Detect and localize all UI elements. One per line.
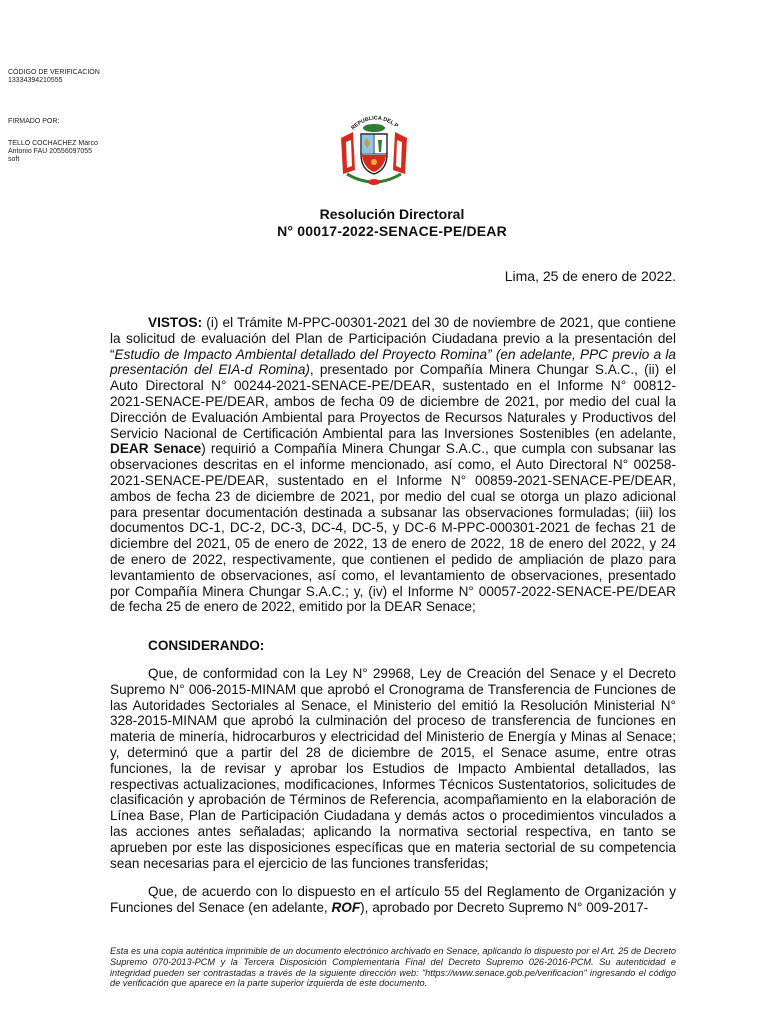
signer-type: soft <box>8 156 20 163</box>
project-name: Estudio de Impacto Ambiental detallado del Proyecto Romina <box>114 346 488 362</box>
rof-abbrev: ROF <box>331 899 361 915</box>
place-date: Lima, 25 de enero de 2022. <box>504 268 676 284</box>
dear-senace: DEAR Senace <box>110 441 202 457</box>
vistos-paragraph: VISTOS: (i) el Trámite M-PPC-00301-2021 del 30 de noviembre de 2021, que contiene la solicitud de evaluación del Plan de Participación Ciudadana previo a la presentación del “Estudio de Impacto Ambiental detallado del Proyecto Romina” (en adelante, PPC previo a la presentación del EIA-d Romina), presentado por Compañía Minera Chungar S.A.C., (ii) el Auto Directoral N° 00244-2021-SENACE-PE/DEAR, sustentado en el Informe N° 00812-2021-SENACE-PE/DEAR, ambos de fecha 09 de diciembre de 2021, por medio del cual la Dirección de Evaluación Ambiental para Proyectos de Recursos Naturales y Productivos del Servicio Nacional de Certificación Ambiental para las Inversiones Sostenibles (en adelante, DEAR Senace) requirió a Compañía Minera Chungar S.A.C., que cumpla con subsanar las observaciones descritas en el informe mencionado, así como, el Auto Directoral N° 00258-2021-SENACE-PE/DEAR, sustentado en el Informe N° 00859-2021-SENACE-PE/DEAR, ambos de fecha 23 de diciembre de 2021, por medio del cual se otorga un plazo adicional para presentar documentación destinada a subsanar las observaciones formuladas; (iii) los documentos DC-1, DC-2, DC-3, DC-4, DC-5, y DC-6 M-PPC-000301-2021 de fechas 21 de diciembre del 2021, 05 de enero de 2022, 13 de enero de 2022, 18 de enero del 2022, y 24 de enero de 2022, respectivamente, que contienen el pedido de ampliación de plazo para levantamiento de observaciones, así como, el levantamiento de observaciones, presentado por Compañía Minera Chungar S.A.C.; y, (iv) el Informe N° 00057-2022-SENACE-PE/DEAR de fecha 25 de enero de 2022, emitido por la DEAR Senace; <box>110 315 676 615</box>
signer-block <box>8 140 108 164</box>
vistos-label: VISTOS: <box>148 315 203 330</box>
considerando-paragraph-1: Que, de conformidad con la Ley N° 29968, Ley de Creación del Senace y el Decreto Supremo N° 006-2015-MINAM que aprobó el Cronograma de Transferencia de Funciones de las Autoridades Sectoriales al Senace, el Ministerio del emitió la Resolución Ministerial N° 328-2015-MINAM que aprobó la culminación del proceso de transferencia de funciones en materia de minería, hidrocarburos y electricidad del Ministerio de Energía y Minas al Senace; y, determinó que a partir del 28 de diciembre de 2015, el Senace asume, entre otras funciones, la de revisar y aprobar los Estudios de Impacto Ambiental detallados, las respectivas actualizaciones, modificaciones, Informes Técnicos Sustentatorios, solicitudes de clasificación y aprobación de Términos de Referencia, acompañamiento en la elaboración de Línea Base, Plan de Participación Ciudadana y demás actos o procedimientos vinculados a las acciones antes señaladas; aplicando la normativa sectorial respectiva, en tanto se aprueben por este las disposiciones específicas que en materia sectorial de su competencia sean necesarias para el ejercicio de las funciones transferidas; <box>110 666 676 871</box>
resolution-header <box>0 206 768 240</box>
signer-name: TELLO COCHACHEZ Marco <box>8 140 98 147</box>
considerando-paragraph-2: Que, de acuerdo con lo dispuesto en el artículo 55 del Reglamento de Organización y Funciones del Senace (en adelante, ROF), aprobado por Decreto Supremo N° 009-2017- <box>110 884 676 915</box>
verification-code: 13334394210555 <box>8 77 63 84</box>
signer-details: Antonio FAU 20556097055 <box>8 148 93 155</box>
seal-text: REPUBLICA DEL P <box>350 115 400 132</box>
considerando-heading: CONSIDERANDO: <box>148 638 265 653</box>
document-title: Resolución Directoral <box>319 206 465 222</box>
peru-coat-of-arms-icon <box>337 108 411 186</box>
document-number: N° 00017-2022-SENACE-PE/DEAR <box>277 223 507 239</box>
verification-block <box>8 69 128 85</box>
authenticity-footer: Esta es una copia auténtica imprimible de un documento electrónico archivado en Senace, aplicando lo dispuesto por el Art. 25 de Decreto Supremo 070-2013-PCM y la Tercera Disposición Complementaria Final del Decreto Supremo 026-2016-PCM. Su autenticidad e integridad pueden ser contrastadas a través de la siguiente dirección web: "https://www.senace.gob.pe/verificacion" ingresando el código de verificación que aparece en la parte superior izquierda de este documento. <box>110 946 676 989</box>
verification-label: CÓDIGO DE VERIFICACIÓN <box>8 69 100 76</box>
signed-label: FIRMADO POR: <box>8 118 60 125</box>
